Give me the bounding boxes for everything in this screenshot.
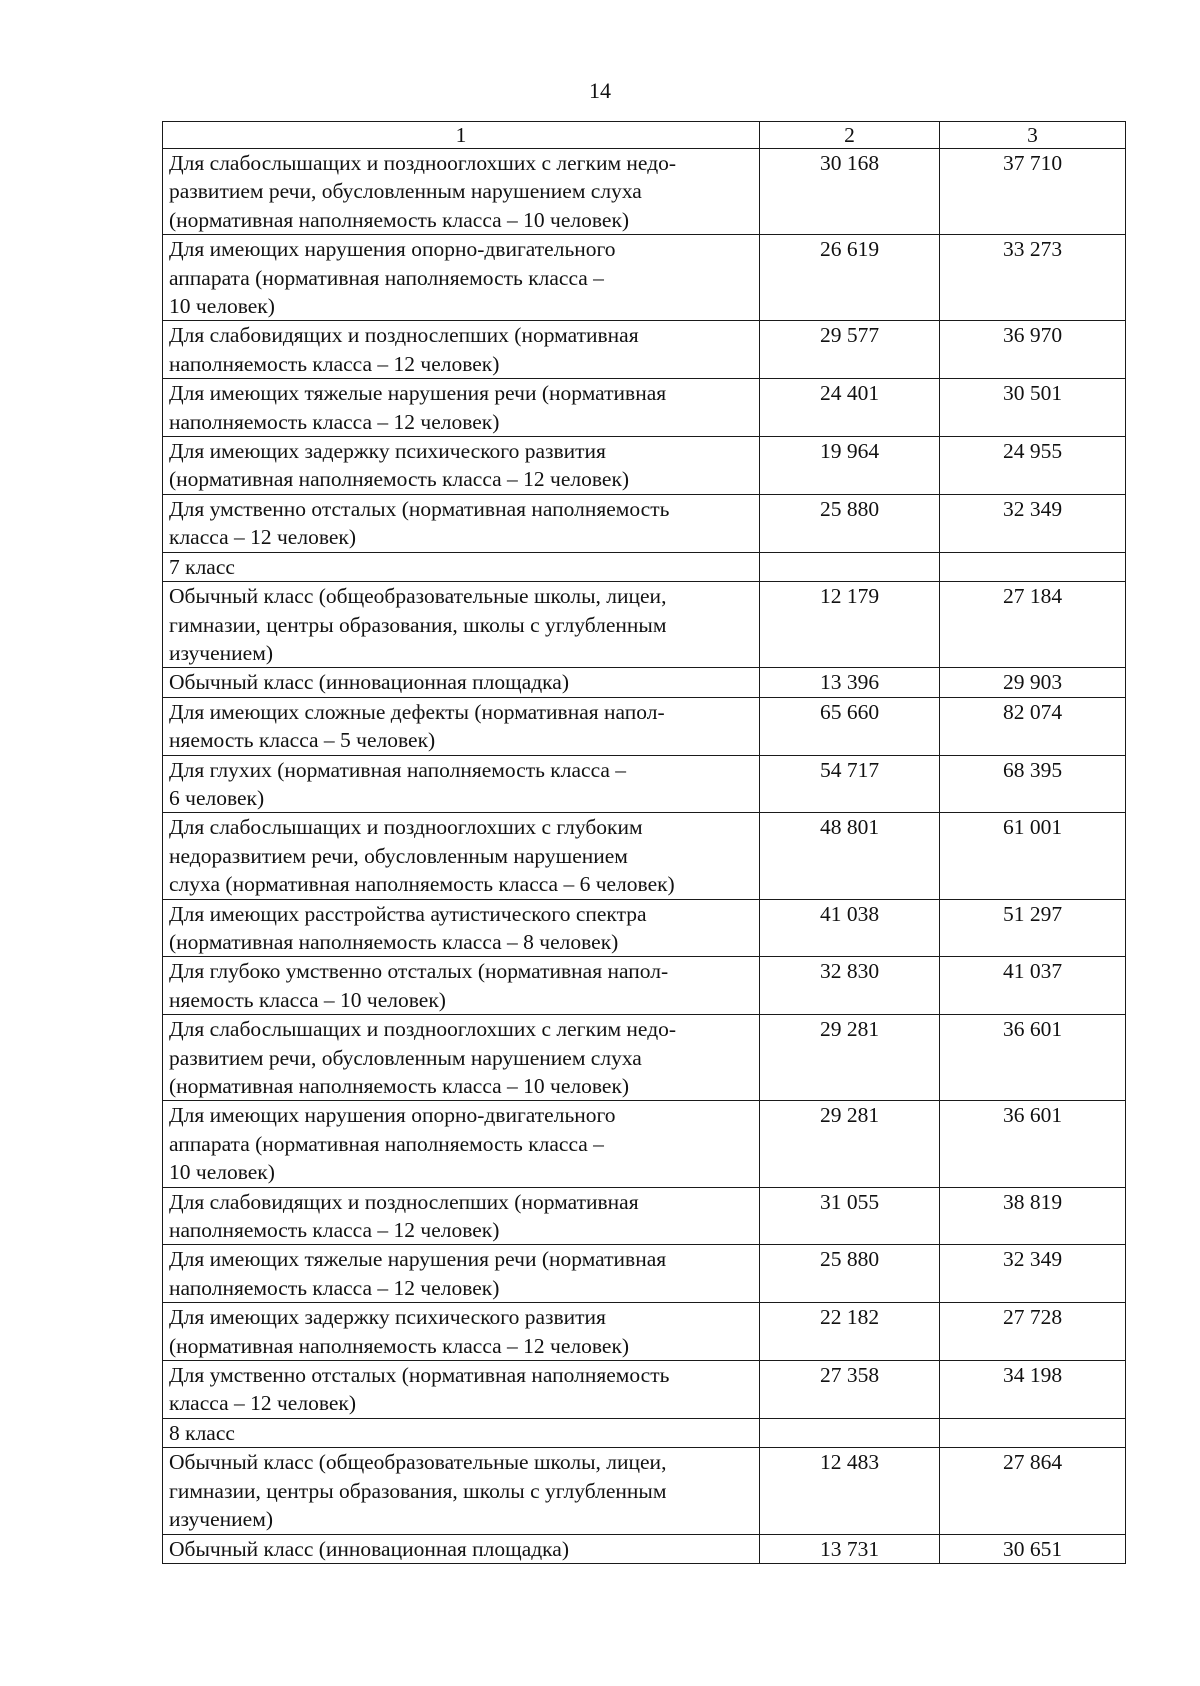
row-value-column-3: 27 184 [940, 582, 1126, 668]
row-value-column-3: 24 955 [940, 437, 1126, 495]
column-header-3: 3 [940, 122, 1126, 149]
row-description: Для умственно отсталых (нормативная наполняемость класса – 12 человек) [163, 1361, 760, 1419]
row-description: Для имеющих задержку психического развития (нормативная наполняемость класса – 12 человек) [163, 437, 760, 495]
row-value-column-2: 13 731 [760, 1534, 940, 1563]
row-value-column-2: 65 660 [760, 697, 940, 755]
row-description: Для имеющих сложные дефекты (нормативная напол- няемость класса – 5 человек) [163, 697, 760, 755]
table-row [163, 668, 1126, 697]
table-body [163, 122, 1126, 1564]
table-row [163, 1361, 1126, 1419]
table-row [163, 755, 1126, 813]
table-row [163, 899, 1126, 957]
row-value-column-2: 27 358 [760, 1361, 940, 1419]
row-description: Для имеющих расстройства аутистического спектра (нормативная наполняемость класса – 8 человек) [163, 899, 760, 957]
row-value-column-2: 29 577 [760, 321, 940, 379]
row-value-column-3: 41 037 [940, 957, 1126, 1015]
row-value-column-3: 29 903 [940, 668, 1126, 697]
row-description: Для слабослышащих и позднооглохших с глубоким недоразвитием речи, обусловленным нарушением слуха (нормативная наполняемость класса – 6 человек) [163, 813, 760, 899]
page-number: 14 [589, 78, 611, 103]
row-description: Для слабовидящих и позднослепших (нормативная наполняемость класса – 12 человек) [163, 321, 760, 379]
row-value-column-3: 36 970 [940, 321, 1126, 379]
table-row [163, 321, 1126, 379]
row-value-column-2: 12 483 [760, 1448, 940, 1534]
row-value-column-3 [940, 1418, 1126, 1447]
row-value-column-2: 30 168 [760, 149, 940, 235]
row-value-column-2: 25 880 [760, 494, 940, 552]
row-value-column-3: 32 349 [940, 1245, 1126, 1303]
row-description: Обычный класс (общеобразовательные школы, лицеи, гимназии, центры образования, школы с углубленным изучением) [163, 582, 760, 668]
table-row [163, 379, 1126, 437]
row-value-column-2: 12 179 [760, 582, 940, 668]
table-row [163, 149, 1126, 235]
row-value-column-3: 27 728 [940, 1303, 1126, 1361]
table-row [163, 1534, 1126, 1563]
row-value-column-2: 22 182 [760, 1303, 940, 1361]
row-value-column-2: 29 281 [760, 1101, 940, 1187]
row-value-column-2: 48 801 [760, 813, 940, 899]
row-description: Для имеющих нарушения опорно-двигательного аппарата (нормативная наполняемость класса – 10 человек) [163, 235, 760, 321]
row-value-column-3: 30 501 [940, 379, 1126, 437]
table-row [163, 1303, 1126, 1361]
table-row [163, 1448, 1126, 1534]
row-description: 8 класс [163, 1418, 760, 1447]
table-row [163, 235, 1126, 321]
row-value-column-2: 19 964 [760, 437, 940, 495]
row-description: Для слабослышащих и позднооглохших с легким недо- развитием речи, обусловленным нарушением слуха (нормативная наполняемость класса – 10 человек) [163, 1015, 760, 1101]
row-description: 7 класс [163, 552, 760, 581]
row-description: Для умственно отсталых (нормативная наполняемость класса – 12 человек) [163, 494, 760, 552]
table-row [163, 957, 1126, 1015]
row-value-column-2: 32 830 [760, 957, 940, 1015]
table-header-row [163, 122, 1126, 149]
row-value-column-3: 33 273 [940, 235, 1126, 321]
row-description: Для имеющих нарушения опорно-двигательного аппарата (нормативная наполняемость класса – 10 человек) [163, 1101, 760, 1187]
row-value-column-3: 38 819 [940, 1187, 1126, 1245]
row-description: Для слабовидящих и позднослепших (нормативная наполняемость класса – 12 человек) [163, 1187, 760, 1245]
row-description: Для слабослышащих и позднооглохших с легким недо- развитием речи, обусловленным нарушением слуха (нормативная наполняемость класса – 10 человек) [163, 149, 760, 235]
row-description: Для глухих (нормативная наполняемость класса – 6 человек) [163, 755, 760, 813]
column-header-2: 2 [760, 122, 940, 149]
row-description: Для глубоко умственно отсталых (нормативная напол- няемость класса – 10 человек) [163, 957, 760, 1015]
row-value-column-3: 36 601 [940, 1101, 1126, 1187]
table-row [163, 582, 1126, 668]
row-description: Обычный класс (инновационная площадка) [163, 668, 760, 697]
row-description: Обычный класс (инновационная площадка) [163, 1534, 760, 1563]
row-value-column-3: 36 601 [940, 1015, 1126, 1101]
table-row [163, 552, 1126, 581]
row-value-column-2: 13 396 [760, 668, 940, 697]
row-description: Для имеющих задержку психического развития (нормативная наполняемость класса – 12 человек) [163, 1303, 760, 1361]
table-row [163, 1015, 1126, 1101]
row-value-column-2 [760, 1418, 940, 1447]
row-value-column-3: 27 864 [940, 1448, 1126, 1534]
row-value-column-2: 29 281 [760, 1015, 940, 1101]
row-value-column-3: 61 001 [940, 813, 1126, 899]
cost-table [162, 121, 1126, 1564]
table-row [163, 1101, 1126, 1187]
row-value-column-2: 26 619 [760, 235, 940, 321]
row-value-column-3: 68 395 [940, 755, 1126, 813]
row-value-column-3: 82 074 [940, 697, 1126, 755]
row-value-column-3: 30 651 [940, 1534, 1126, 1563]
row-value-column-3 [940, 552, 1126, 581]
row-value-column-2: 25 880 [760, 1245, 940, 1303]
table-row [163, 494, 1126, 552]
table-row [163, 697, 1126, 755]
table-row [163, 1187, 1126, 1245]
table-row [163, 813, 1126, 899]
column-header-1: 1 [163, 122, 760, 149]
table-row [163, 437, 1126, 495]
row-value-column-2: 31 055 [760, 1187, 940, 1245]
row-value-column-2 [760, 552, 940, 581]
row-description: Для имеющих тяжелые нарушения речи (нормативная наполняемость класса – 12 человек) [163, 379, 760, 437]
row-value-column-3: 51 297 [940, 899, 1126, 957]
table-row [163, 1245, 1126, 1303]
row-description: Обычный класс (общеобразовательные школы, лицеи, гимназии, центры образования, школы с углубленным изучением) [163, 1448, 760, 1534]
row-value-column-2: 24 401 [760, 379, 940, 437]
row-value-column-3: 32 349 [940, 494, 1126, 552]
table-row [163, 1418, 1126, 1447]
row-value-column-2: 54 717 [760, 755, 940, 813]
row-value-column-3: 37 710 [940, 149, 1126, 235]
row-value-column-3: 34 198 [940, 1361, 1126, 1419]
row-value-column-2: 41 038 [760, 899, 940, 957]
row-description: Для имеющих тяжелые нарушения речи (нормативная наполняемость класса – 12 человек) [163, 1245, 760, 1303]
